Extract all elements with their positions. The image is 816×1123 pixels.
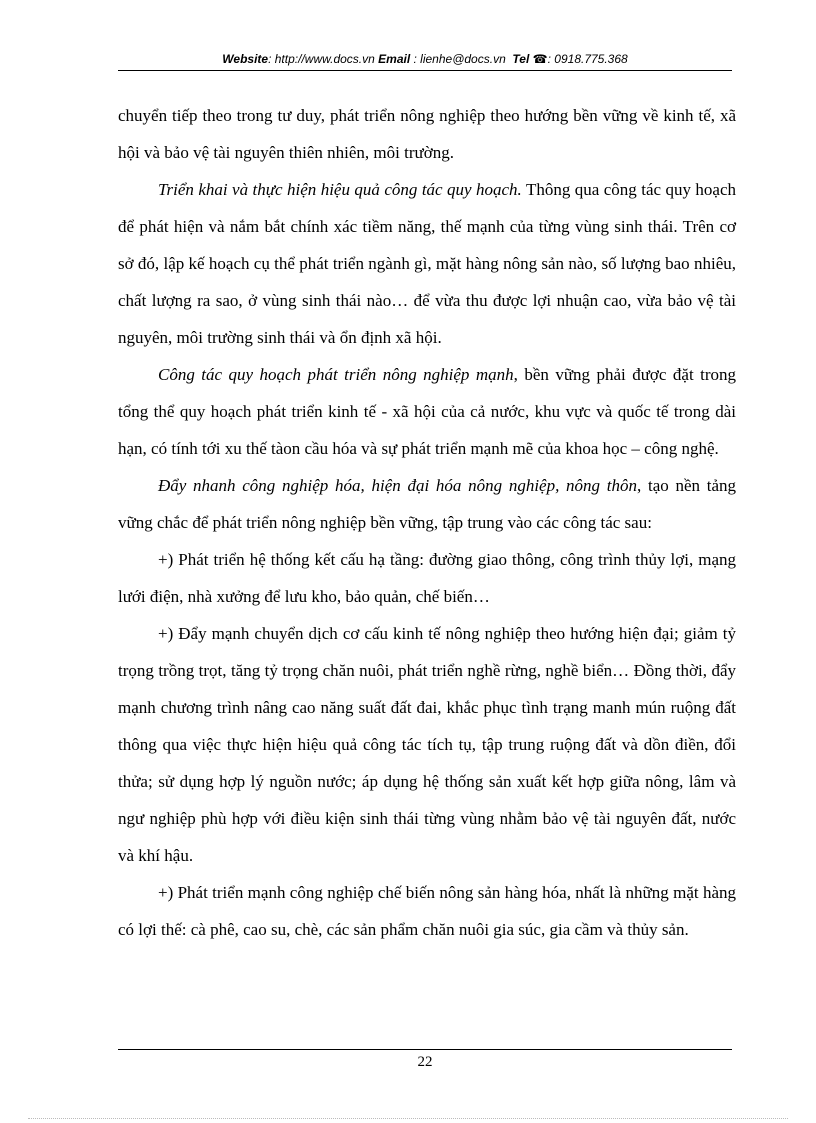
footer-rule xyxy=(118,1049,732,1050)
paragraph xyxy=(118,356,736,467)
email-value: : lienhe@docs.vn xyxy=(410,52,506,66)
paragraph-italic-lead: Triển khai và thực hiện hiệu quả công tác quy hoạch. xyxy=(158,180,522,199)
paragraph-text: , bền vững phải được đặt trong tổng thể quy hoạch phát triển kinh tế - xã hội của cả nước, khu vực và quốc tế trong dài hạn, có tính tới xu thế tàon cầu hóa và sự phát triển mạnh mẽ của khoa học – công nghệ. xyxy=(118,365,736,458)
tel-label: Tel xyxy=(512,52,530,66)
email-label: Email xyxy=(378,52,411,66)
header-rule xyxy=(118,70,732,71)
paragraph-text: Thông qua công tác quy hoạch để phát hiện và nắm bắt chính xác tiềm năng, thế mạnh của từng vùng sinh thái. Trên cơ sở đó, lập kế hoạch cụ thể phát triển ngành gì, mặt hàng nông sản nào, số lượng bao nhiêu, chất lượng ra sao, ở vùng sinh thái nào… để vừa thu được lợi nhuận cao, vừa bảo vệ tài nguyên, môi trường sinh thái và ổn định xã hội. xyxy=(118,180,736,347)
tel-value: : 0918.775.368 xyxy=(547,52,628,66)
paragraph-text: +) Phát triển mạnh công nghiệp chế biến nông sản hàng hóa, nhất là những mặt hàng có lợi thế: cà phê, cao su, chè, các sản phẩm chăn nuôi gia súc, gia cầm và thủy sản. xyxy=(118,883,736,939)
bullet-paragraph xyxy=(118,874,736,948)
paragraph xyxy=(118,467,736,541)
website-label: Website xyxy=(222,52,269,66)
paragraph-italic-lead: Công tác quy hoạch phát triển nông nghiệp mạnh xyxy=(158,365,514,384)
bullet-paragraph xyxy=(118,541,736,615)
page-number: 22 xyxy=(417,1054,433,1070)
paragraph xyxy=(118,171,736,356)
bullet-paragraph xyxy=(118,615,736,874)
website-value: : http://www.docs.vn xyxy=(268,52,375,66)
paragraph xyxy=(118,97,736,171)
paragraph-italic-lead: Đẩy nhanh công nghiệp hóa, hiện đại hóa nông nghiệp, nông thôn xyxy=(158,476,638,495)
page-header xyxy=(118,52,732,66)
paragraph-text: , tạo nền tảng vững chắc để phát triển nông nghiệp bền vững, tập trung vào các công tác sau: xyxy=(118,476,736,532)
paragraph-text: +) Đẩy mạnh chuyển dịch cơ cấu kinh tế nông nghiệp theo hướng hiện đại; giảm tỷ trọng trồng trọt, tăng tỷ trọng chăn nuôi, phát triển nghề rừng, nghề biển… Đồng thời, đẩy mạnh chương trình nâng cao năng suất đất đai, khắc phục tình trạng manh mún ruộng đất thông qua việc thực hiện hiệu quả công tác tích tụ, tập trung ruộng đất và dồn điền, đổi thửa; sử dụng hợp lý nguồn nước; áp dụng hệ thống sản xuất kết hợp giữa nông, lâm và ngư nghiệp phù hợp với điều kiện sinh thái từng vùng nhằm bảo vệ tài nguyên đất, nước và khí hậu. xyxy=(118,624,736,865)
page-bottom-border xyxy=(28,1118,788,1119)
paragraph-text: chuyển tiếp theo trong tư duy, phát triển nông nghiệp theo hướng bền vững về kinh tế, xã hội và bảo vệ tài nguyên thiên nhiên, môi trường. xyxy=(118,106,736,162)
document-body xyxy=(118,97,736,948)
paragraph-text: +) Phát triển hệ thống kết cấu hạ tầng: đường giao thông, công trình thủy lợi, mạng lưới điện, nhà xưởng để lưu kho, bảo quản, chế biến… xyxy=(118,550,736,606)
phone-icon: ☎ xyxy=(532,52,548,66)
